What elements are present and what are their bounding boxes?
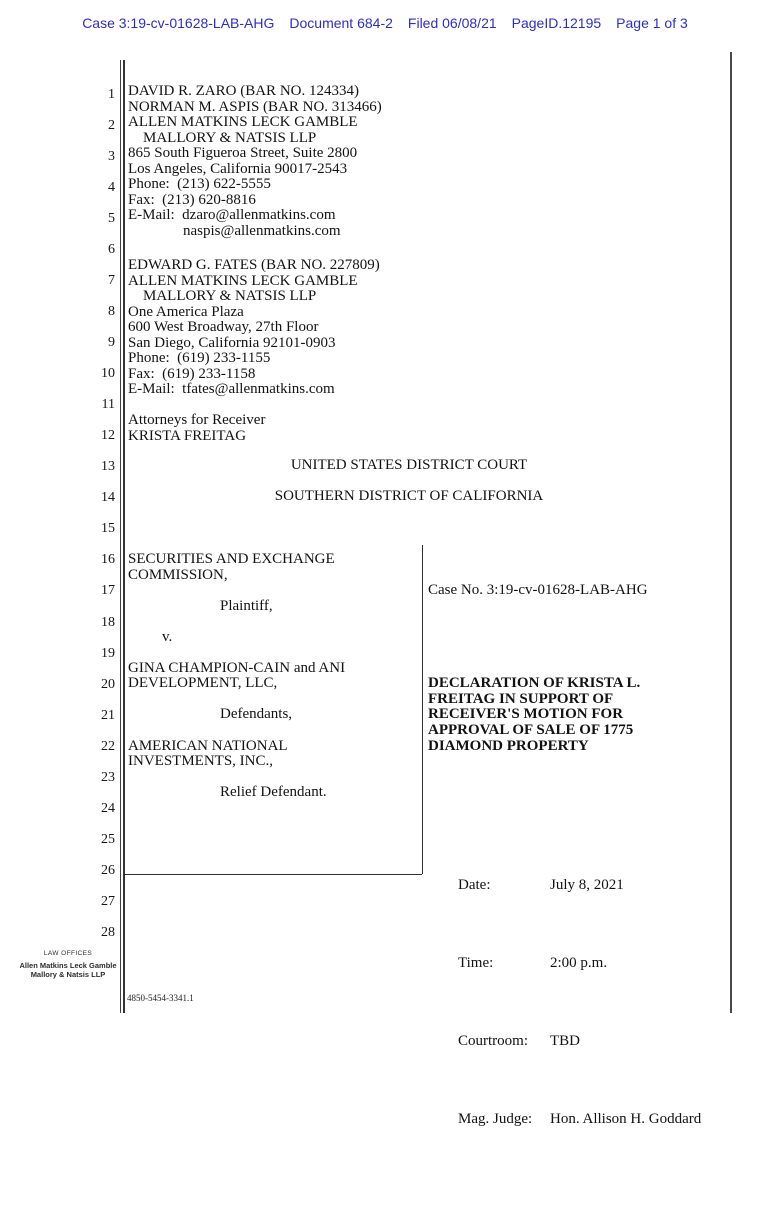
text-line: MALLORY & NATSIS LLP <box>143 288 317 305</box>
text-line: Plaintiff, <box>220 597 273 614</box>
court-district: SOUTHERN DISTRICT OF CALIFORNIA <box>274 488 544 504</box>
stamp-case-number: Case 3:19-cv-01628-LAB-AHG <box>82 15 275 31</box>
text-line: One America Plaza <box>128 303 244 320</box>
schedule-label: Mag. Judge: <box>458 1110 533 1127</box>
text-line: Attorneys for Receiver <box>128 412 266 428</box>
line-number: 18 <box>101 614 115 630</box>
left-margin-rule-outer <box>120 60 121 1013</box>
text-line: DIAMOND PROPERTY <box>428 737 589 754</box>
law-offices-label: LAW OFFICES <box>43 950 93 957</box>
line-number: 9 <box>108 334 115 350</box>
text-line: Fax: (619) 233-1158 <box>128 365 256 382</box>
text-line: v. <box>162 628 173 645</box>
line-number: 27 <box>101 894 115 910</box>
text-line: DAVID R. ZARO (BAR NO. 124334) <box>128 83 359 99</box>
court-name: UNITED STATES DISTRICT COURT <box>290 457 528 473</box>
line-number: 7 <box>108 272 115 288</box>
text-line: FREITAG IN SUPPORT OF <box>428 690 614 707</box>
caption-divider-rule <box>422 545 423 874</box>
schedule-value: Hon. Allison H. Goddard <box>550 1110 702 1127</box>
text-line <box>128 583 420 599</box>
line-number: 1 <box>108 86 115 102</box>
text-line: DEVELOPMENT, LLC, <box>128 675 278 692</box>
line-number: 20 <box>101 676 115 692</box>
line-number: 2 <box>108 117 115 133</box>
document-title <box>428 676 728 754</box>
text-line: Phone: (619) 233-1155 <box>128 350 271 367</box>
text-line: DECLARATION OF KRISTA L. <box>428 675 641 692</box>
caption-parties <box>128 552 420 801</box>
text-line: ALLEN MATKINS LECK GAMBLE <box>128 114 358 131</box>
text-line: E-Mail: dzaro@allenmatkins.com <box>128 207 336 224</box>
text-line: 600 West Broadway, 27th Floor <box>128 319 319 336</box>
text-line: COMMISSION, <box>128 566 228 583</box>
text-line: Los Angeles, California 90017-2543 <box>128 160 348 177</box>
text-line: RECEIVER'S MOTION FOR <box>428 706 624 723</box>
schedule-value: 2:00 p.m. <box>550 955 608 972</box>
text-line <box>128 645 420 661</box>
line-number: 21 <box>101 707 115 723</box>
stamp-page-number: Page 1 of 3 <box>616 15 688 31</box>
line-number: 8 <box>108 303 115 319</box>
schedule-value: July 8, 2021 <box>550 877 624 894</box>
line-number: 26 <box>101 863 115 878</box>
text-line: MALLORY & NATSIS LLP <box>143 129 317 146</box>
text-line: naspis@allenmatkins.com <box>183 222 341 239</box>
line-number: 16 <box>101 552 115 568</box>
left-margin-rule-inner <box>123 60 126 1013</box>
document-control-number: 4850-5454-3341.1 <box>127 993 194 1003</box>
spacer <box>428 785 728 801</box>
attorney-block-san-diego <box>128 258 458 398</box>
line-number: 15 <box>101 521 115 537</box>
text-line: AMERICAN NATIONAL <box>128 737 288 754</box>
caption-bottom-rule <box>123 874 422 875</box>
text-line: Phone: (213) 622-5555 <box>128 176 271 193</box>
stamp-document-number: Document 684-2 <box>289 15 393 31</box>
text-line: Defendants, <box>220 706 293 723</box>
text-line: Fax: (213) 620-8816 <box>128 191 256 208</box>
line-number: 25 <box>101 831 115 847</box>
schedule-label: Courtroom: <box>458 1032 528 1049</box>
text-line: APPROVAL OF SALE OF 1775 <box>428 722 634 739</box>
text-line: KRISTA FREITAG <box>128 427 247 444</box>
schedule-label: Time: <box>458 955 494 972</box>
right-margin-rule <box>730 52 732 1013</box>
text-line: EDWARD G. FATES (BAR NO. 227809) <box>128 257 380 273</box>
line-number: 12 <box>101 428 115 444</box>
line-number: 24 <box>101 800 115 816</box>
text-line <box>128 692 420 708</box>
firm-name-line2: Mallory & Natsis LLP <box>30 970 106 979</box>
line-number: 6 <box>108 241 115 257</box>
schedule-row-courtroom <box>428 1018 728 1065</box>
line-number: 10 <box>101 366 115 382</box>
schedule-label: Date: <box>458 877 491 894</box>
attorney-block-los-angeles <box>128 84 458 239</box>
line-number: 19 <box>101 645 115 661</box>
text-line: SECURITIES AND EXCHANGE <box>128 551 335 567</box>
text-line: ALLEN MATKINS LECK GAMBLE <box>128 272 358 289</box>
text-line: GINA CHAMPION-CAIN and ANI <box>128 659 346 676</box>
line-number: 22 <box>101 738 115 754</box>
text-line: NORMAN M. ASPIS (BAR NO. 313466) <box>128 98 382 115</box>
line-number: 11 <box>101 397 115 413</box>
text-line <box>128 723 420 739</box>
line-number: 17 <box>101 583 115 599</box>
text-line: San Diego, California 92101-0903 <box>128 334 336 351</box>
firm-footer <box>12 950 124 979</box>
line-number: 4 <box>108 179 115 195</box>
text-line <box>128 770 420 786</box>
line-number: 5 <box>108 210 115 226</box>
cmecf-header-stamp <box>0 15 770 31</box>
line-number: 13 <box>101 459 115 475</box>
stamp-page-id: PageID.12195 <box>511 15 602 31</box>
caption-right-column <box>428 552 728 1205</box>
line-number: 28 <box>101 925 115 941</box>
schedule-value: TBD <box>550 1032 580 1049</box>
attorneys-for-receiver-block <box>128 413 458 444</box>
text-line: 865 South Figueroa Street, Suite 2800 <box>128 145 358 162</box>
text-line: E-Mail: tfates@allenmatkins.com <box>128 381 335 398</box>
text-line <box>128 614 420 630</box>
spacer <box>428 630 728 646</box>
line-number: 14 <box>101 490 115 506</box>
schedule-row-time <box>428 941 728 988</box>
text-line: Relief Defendant. <box>220 784 327 801</box>
stamp-filed-date: Filed 06/08/21 <box>407 15 497 31</box>
line-number: 23 <box>101 769 115 785</box>
firm-name-line1: Allen Matkins Leck Gamble <box>19 961 117 970</box>
schedule-row-mag-judge <box>428 1096 728 1143</box>
line-number: 3 <box>108 148 115 164</box>
schedule-row-date <box>428 863 728 910</box>
text-line: INVESTMENTS, INC., <box>128 753 273 770</box>
case-number: Case No. 3:19-cv-01628-LAB-AHG <box>428 582 648 599</box>
hearing-schedule <box>428 832 728 1174</box>
